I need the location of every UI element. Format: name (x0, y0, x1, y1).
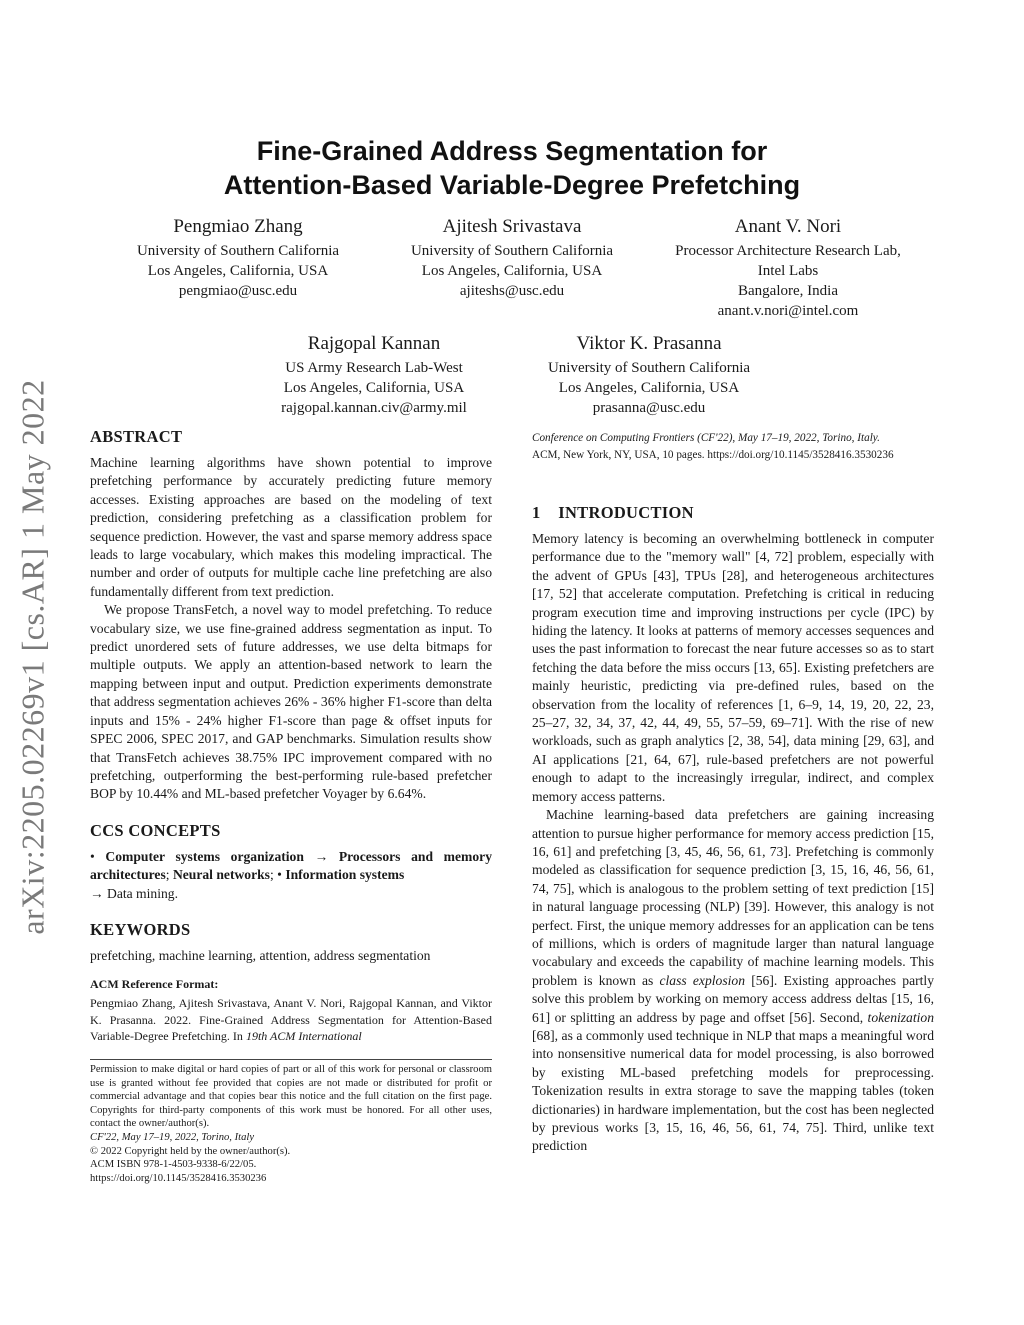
abstract-heading: ABSTRACT (90, 427, 183, 446)
author-email: pengmiao@usc.edu (178, 283, 298, 299)
author-email: anant.v.nori@intel.com (717, 303, 859, 319)
author-affiliation: US Army Research Lab-West (285, 360, 463, 376)
author-affiliation: University of Southern California (547, 360, 751, 376)
ccs-term: Neural networks (172, 867, 270, 883)
footnote-rule (90, 1059, 492, 1060)
ccs-term: Data mining. (107, 885, 178, 901)
acm-reference-body: Pengmiao Zhang, Ajitesh Srivastava, Anant V. Nori, Rajgopal Kannan, and Viktor K. Prasanna. 2022. Fine-Grained Address Segmentation for Attention-Based Variable-Degree Prefetching. In (90, 996, 492, 1044)
author-block (246, 332, 502, 418)
intro-text: [68], as a commonly used technique in NLP that maps a meaningful word into nonsensitive numerical data for model processing, is also borrowed by existing ML-based prefetching models for preprocessing. Tokenization results in extra storage to save the mapping tables (token dictionaries) in hardware implementation, but the cost has been neglected by previous works [3, 15, 16, 46, 56, 61, 74, 75]. Third, unlike text prediction (532, 1027, 934, 1154)
author-name: Ajitesh Srivastava (442, 216, 582, 237)
author-block (110, 215, 366, 301)
ccs-separator: ; • (269, 867, 286, 883)
author-affiliation: University of Southern California (136, 243, 340, 259)
author-name: Rajgopal Kannan (307, 333, 441, 354)
permission-copyright: © 2022 Copyright held by the owner/author(s). (90, 1145, 291, 1157)
author-email: ajiteshs@usc.edu (459, 283, 565, 299)
ccs-concepts (90, 848, 492, 903)
acm-reference-text (90, 995, 492, 1045)
arxiv-stamp (2, 352, 64, 962)
author-location: Bangalore, India (738, 283, 838, 299)
ccs-bullet: • (90, 848, 106, 864)
permission-isbn: ACM ISBN 978-1-4503-9338-6/22/05. (90, 1159, 257, 1171)
conference-line: Conference on Computing Frontiers (CF'22), May 17–19, 2022, Torino, Italy. (532, 432, 880, 444)
acm-reference-venue: 19th ACM International (245, 1029, 362, 1044)
ccs-separator: ; (165, 867, 173, 883)
intro-text: [56]. Existing approaches partly solve this problem by working on memory access address deltas [15, 16, 61] or splitting an address by page and offset [56]. Second, (532, 972, 935, 1025)
author-name: Viktor K. Prasanna (576, 333, 722, 354)
author-location: Los Angeles, California, USA (421, 263, 603, 279)
keywords-text: prefetching, machine learning, attention, address segmentation (90, 947, 431, 963)
conference-line: ACM, New York, NY, USA, 10 pages. https://doi.org/10.1145/3528416.3530236 (532, 449, 894, 461)
ccs-arrow: → (303, 848, 339, 864)
author-location: Los Angeles, California, USA (558, 380, 740, 396)
title-line-1: Fine-Grained Address Segmentation for (256, 136, 768, 166)
keywords-heading: KEYWORDS (90, 919, 191, 939)
author-block (384, 215, 640, 301)
author-affiliation: Processor Architecture Research Lab, (675, 243, 901, 259)
right-column (532, 502, 934, 1156)
abstract-paragraph: We propose TransFetch, a novel way to model prefetching. To reduce vocabulary size, we use fine-grained address segmentation as input. To predict unordered sets of future addresses, we use delta bitmaps for multiple outputs. We apply an attention-based network to learn the mapping between input and output. Prediction experiments demonstrate that address segmentation achieves 26% - 36% higher F1-score than delta inputs and 15% - 24% higher F1-score than page & offset inputs for SPEC 2006, SPEC 2017, and GAP benchmarks. Simulation results show that TransFetch achieves 38.75% IPC improvement compared with no prefetching, outperforming the best-performing rule-based prefetcher BOP by 10.44% and ML-based prefetcher Voyager by 6.64%. (90, 602, 492, 802)
author-affiliation: Intel Labs (757, 263, 819, 279)
ccs-term: Processors and memory architectures (90, 848, 492, 883)
permission-block (90, 1063, 492, 1185)
paper-title (0, 134, 1024, 202)
ccs-term: Computer systems organization (105, 848, 304, 864)
author-block (650, 215, 926, 321)
introduction-paragraph: Memory latency is becoming an overwhelming bottleneck in computer performance due to the "memory wall" [4, 72] problem, especially with the advent of GPUs [43], TPUs [28], and heterogeneous architectures [17, 52] that accelerate computation. Prefetching is critical in reducing program execution time and improving instructions per cycle (IPC) by hiding the latency. It looks at patterns of memory accesses sequences and uses the past information to forecast the near future accesses so as to start fetching the data before the miss occurs [13, 65]. Existing prefetchers are mainly heuristic, predicting via pre-defined rules, based on the observation from the locality of references [1, 6–9, 14, 19, 20, 22, 23, 25–27, 32, 34, 37, 42, 44, 49, 55, 57–59, 69–71]. With the rise of new workloads, such as graph analytics [2, 38, 54], data mining [29, 63], and AI applications [21, 64, 67], rule-based prefetchers are not powerful enough to adapt to the increasingly irregular, indirect, and complex memory access patterns. (532, 531, 934, 804)
author-email: prasanna@usc.edu (592, 400, 706, 416)
permission-conference: CF'22, May 17–19, 2022, Torino, Italy (90, 1131, 255, 1143)
ccs-heading: CCS CONCEPTS (90, 820, 221, 840)
intro-emphasis: tokenization (867, 1009, 934, 1025)
author-affiliation: University of Southern California (410, 243, 614, 259)
introduction-heading: 1 INTRODUCTION (532, 503, 694, 522)
intro-text: Machine learning-based data prefetchers are gaining increasing attention to pursue higher performance for memory access prediction [15, 16, 61] and prefetching [3, 45, 46, 56, 61, 73]. Prefetching is commonly modeled as classification for sequence prediction [3, 15, 16, 46, 56, 61, 74, 75], which is analogous to the problem setting of text prediction [15] in natural language processing (NLP) [39]. However, this analogy is not perfect. First, the unique memory addresses for an application can be tens of millions, which is orders of magnitude larger than natural language vocabulary and exceeds the capability of machine learning models. This problem is known as (532, 807, 934, 988)
arxiv-stamp-text: arXiv:2205.02269v1 [cs.AR] 1 May 2022 (14, 379, 51, 935)
author-name: Anant V. Nori (734, 216, 842, 237)
author-block (520, 332, 778, 418)
introduction-paragraph (532, 806, 934, 1156)
author-email: rajgopal.kannan.civ@army.mil (281, 400, 467, 416)
abstract-paragraph: Machine learning algorithms have shown potential to improve prefetching performance by accurately predicting future memory accesses. Existing approaches are based on the modeling of text prediction, considering prefetching as a classification problem for sequence prediction. However, the vast and sparse memory address space leads to large vocabulary, which makes this modeling impractical. The number and order of outputs for multiple cache line prefetching are also fundamentally different from text prediction. (90, 455, 492, 599)
intro-emphasis: class explosion (659, 972, 745, 988)
permission-doi: https://doi.org/10.1145/3528416.3530236 (90, 1172, 267, 1184)
conference-info (532, 430, 942, 464)
author-location: Los Angeles, California, USA (283, 380, 465, 396)
ccs-term: Information systems (285, 867, 405, 883)
ccs-arrow: → (90, 885, 107, 901)
author-location: Los Angeles, California, USA (147, 263, 329, 279)
acm-reference-heading: ACM Reference Format: (90, 977, 219, 992)
title-line-2: Attention-Based Variable-Degree Prefetching (223, 170, 801, 200)
author-name: Pengmiao Zhang (173, 216, 303, 237)
permission-text: Permission to make digital or hard copies of part or all of this work for personal or classroom use is granted without fee provided that copies are not made or distributed for profit or commercial advantage and that copies bear this notice and the full citation on the first page. Copyrights for third-party components of this work must be honored. For all other uses, contact the owner/author(s). (90, 1064, 492, 1130)
left-column (90, 426, 492, 1045)
